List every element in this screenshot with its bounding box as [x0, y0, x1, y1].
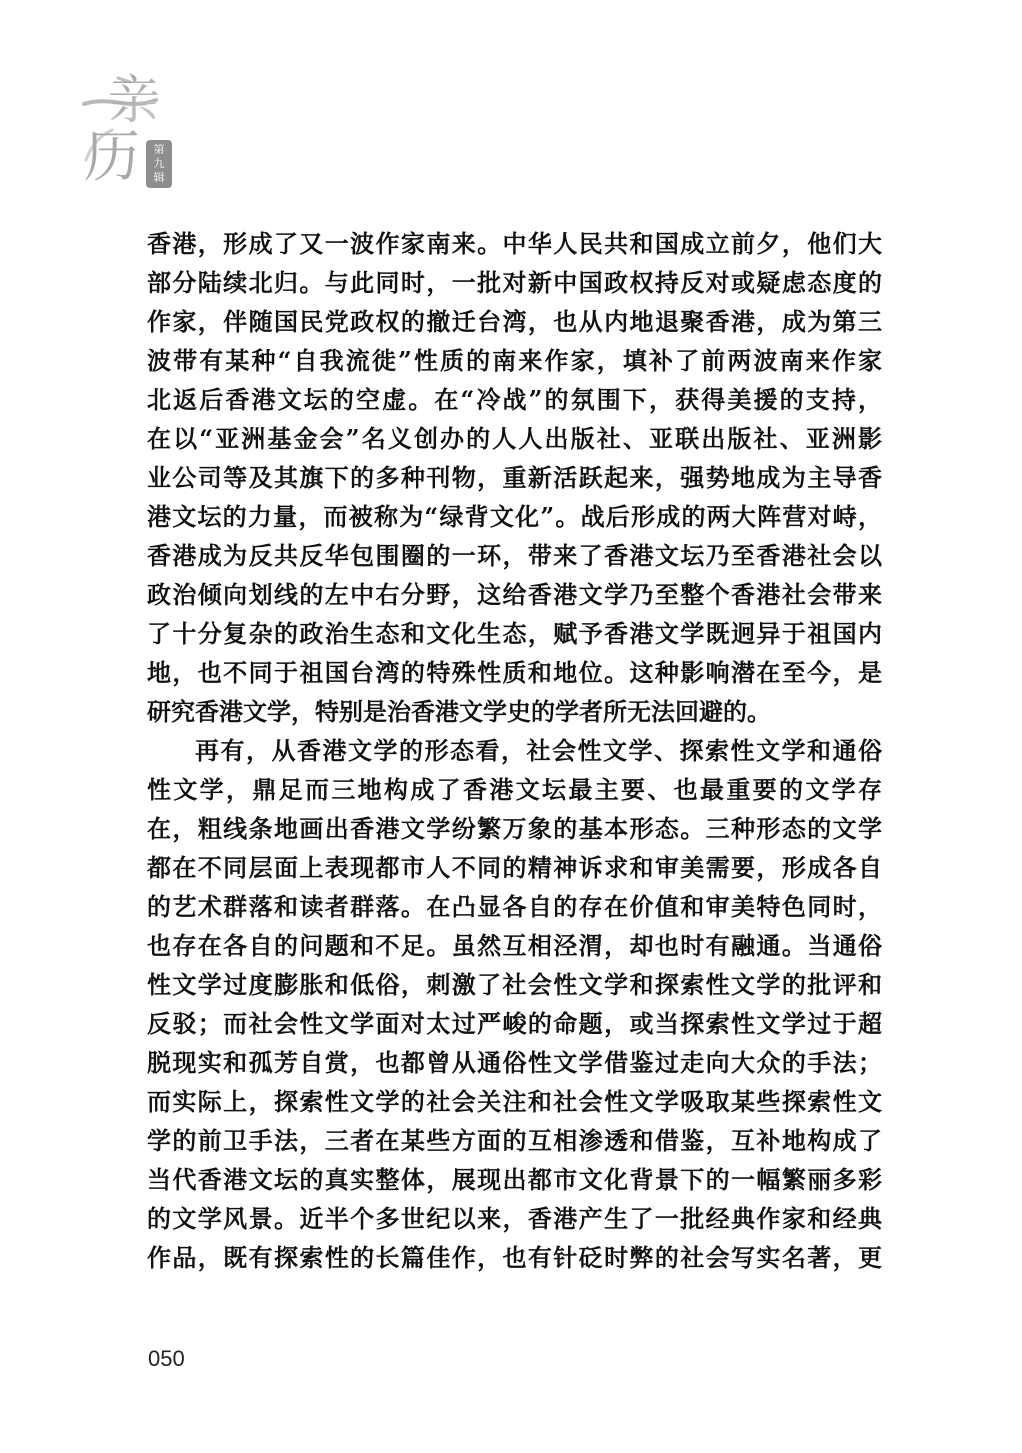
calligraphy-logo-graphic: [78, 60, 178, 190]
text-line: 研究香港文学，特别是治香港文学史的学者所无法回避的。: [147, 697, 771, 726]
text-line: 部分陆续北归。与此同时，一批对新中国政权持反对或疑虑态度的: [147, 268, 882, 297]
volume-seal-char-3: 辑: [153, 171, 165, 184]
text-line: 波带有某种“自我流徙”性质的南来作家，填补了前两波南来作家: [147, 346, 882, 375]
text-line: 在以“亚洲基金会”名义创办的人人出版社、亚联出版社、亚洲影: [147, 424, 882, 453]
text-line: 作品，既有探索性的长篇佳作，也有针砭时弊的社会写实名著，更: [147, 1243, 882, 1272]
logo-char-1: 亲: [108, 71, 161, 131]
text-line: 的文学风景。近半个多世纪以来，香港产生了一批经典作家和经典: [147, 1204, 882, 1233]
volume-seal-char-2: 九: [153, 157, 165, 170]
text-line: 性文学过度膨胀和低俗，刺激了社会性文学和探索性文学的批评和: [147, 970, 882, 999]
text-line: 也存在各自的问题和不足。虽然互相泾渭，却也时有融通。当通俗: [147, 931, 882, 960]
text-line: 当代香港文坛的真实整体，展现出都市文化背景下的一幅繁丽多彩: [147, 1165, 882, 1194]
text-line: 都在不同层面上表现都市人不同的精神诉求和审美需要，形成各自: [147, 853, 882, 882]
paragraph: [147, 224, 882, 731]
text-line: 了十分复杂的政治生态和文化生态，赋予香港文学既迥异于祖国内: [147, 619, 882, 648]
text-line: 学的前卫手法，三者在某些方面的互相渗透和借鉴，互补地构成了: [147, 1126, 882, 1155]
text-line: 性文学，鼎足而三地构成了香港文坛最主要、也最重要的文学存: [147, 775, 882, 804]
body-text: [147, 224, 882, 1277]
text-line: 反驳；而社会性文学面对太过严峻的命题，或当探索性文学过于超: [147, 1009, 882, 1038]
text-line: 脱现实和孤芳自赏，也都曾从通俗性文学借鉴过走向大众的手法；: [147, 1048, 882, 1077]
series-logo: [78, 60, 178, 190]
text-line: 香港成为反共反华包围圈的一环，带来了香港文坛乃至香港社会以: [147, 541, 882, 570]
paragraph: [147, 731, 882, 1277]
text-line: 再有，从香港文学的形态看，社会性文学、探索性文学和通俗: [195, 736, 882, 765]
text-line: 港文坛的力量，而被称为“绿背文化”。战后形成的两大阵营对峙，: [147, 502, 882, 531]
logo-char-2: 历: [84, 125, 140, 190]
text-line: 业公司等及其旗下的多种刊物，重新活跃起来，强势地成为主导香: [147, 463, 882, 492]
text-line: 而实际上，探索性文学的社会关注和社会性文学吸取某些探索性文: [147, 1087, 882, 1116]
page-number: 050: [148, 1346, 185, 1371]
text-line: 北返后香港文坛的空虚。在“冷战”的氛围下，获得美援的支持，: [147, 385, 882, 414]
text-line: 地，也不同于祖国台湾的特殊性质和地位。这种影响潜在至今，是: [147, 658, 882, 687]
volume-seal-char-1: 第: [153, 143, 165, 156]
text-line: 香港，形成了又一波作家南来。中华人民共和国成立前夕，他们大: [147, 229, 882, 258]
text-line: 的艺术群落和读者群落。在凸显各自的存在价值和审美特色同时，: [147, 892, 882, 921]
text-line: 政治倾向划线的左中右分野，这给香港文学乃至整个香港社会带来: [147, 580, 882, 609]
text-line: 作家，伴随国民党政权的撤迁台湾，也从内地退聚香港，成为第三: [147, 307, 882, 336]
text-line: 在，粗线条地画出香港文学纷繁万象的基本形态。三种形态的文学: [147, 814, 882, 843]
